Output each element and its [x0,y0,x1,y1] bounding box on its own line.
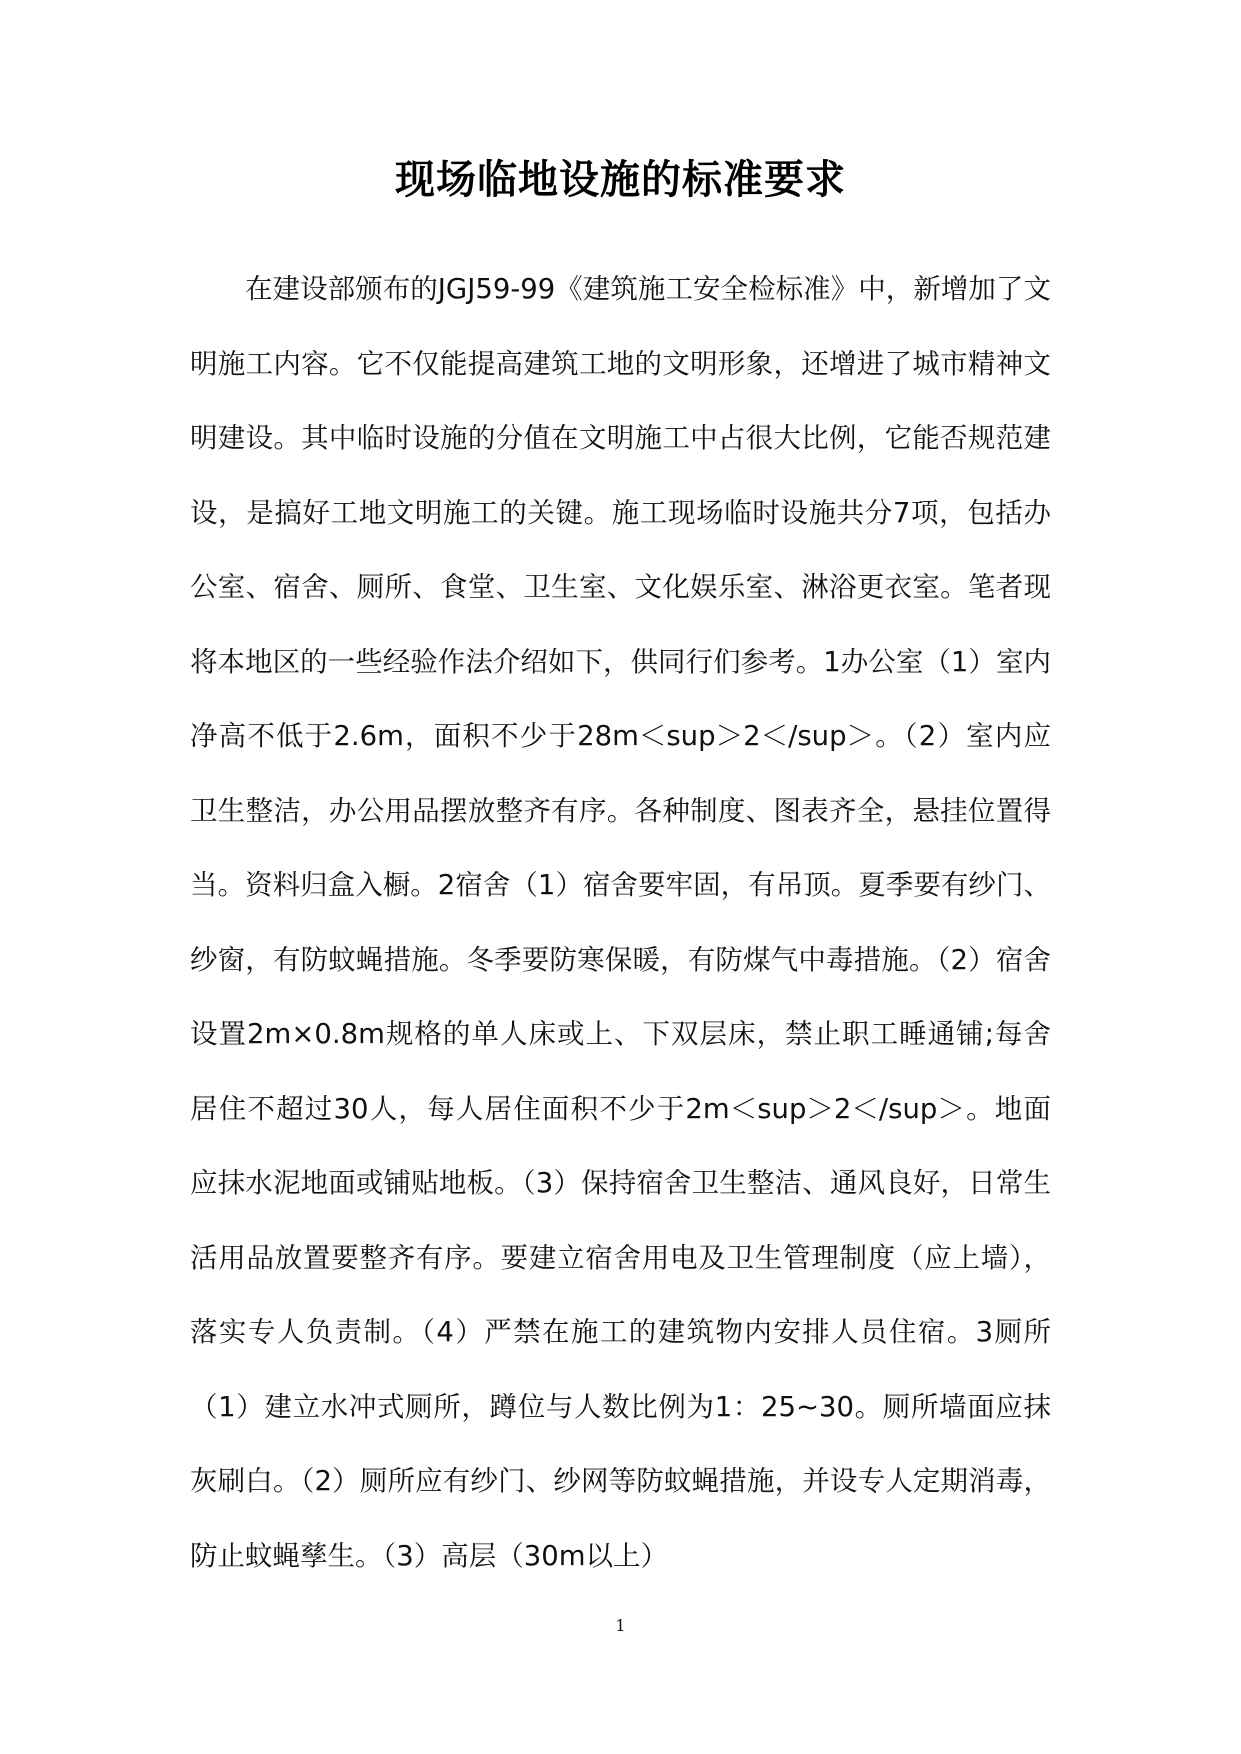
document-title: 现场临地设施的标准要求 [395,156,846,203]
body-paragraph: 在建设部颁布的JGJ59-99《建筑施工安全检标准》中，新增加了文明施工内容。它不仅能提高建筑工地的文明形象，还增进了城市精神文明建设。其中临时设施的分值在文明施工中占很大比例，它能否规范建设，是搞好工地文明施工的关键。施工现场临时设施共分7项，包括办公室、宿舍、厕所、食堂、卫生室、文化娱乐室、淋浴更衣室。笔者现将本地区的一些经验作法介绍如下，供同行们参考。1办公室（1）室内净高不低于2.6m，面积不少于28m＜sup＞2＜/sup＞。（2）室内应卫生整洁，办公用品摆放整齐有序。各种制度、图表齐全，悬挂位置得当。资料归盒入橱。2宿舍（1）宿舍要牢固，有吊顶。夏季要有纱门、纱窗，有防蚊蝇措施。冬季要防寒保暖，有防煤气中毒措施。（2）宿舍设置2m×0.8m规格的单人床或上、下双层床，禁止职工睡通铺;每舍居住不超过30人，每人居住面积不少于2m＜sup＞2＜/sup＞。地面应抹水泥地面或铺贴地板。（3）保持宿舍卫生整洁、通风良好，日常生活用品放置要整齐有序。要建立宿舍用电及卫生管理制度（应上墙），落实专人负责制。（4）严禁在施工的建筑物内安排人员住宿。3厕所（1）建立水冲式厕所，蹲位与人数比例为1：25~30。厕所墙面应抹灰刷白。（2）厕所应有纱门、纱网等防蚊蝇措施，并设专人定期消毒，防止蚊蝇孳生。（3）高层（30m以上） [190,273,1051,1572]
page-number: 1 [615,1616,626,1635]
